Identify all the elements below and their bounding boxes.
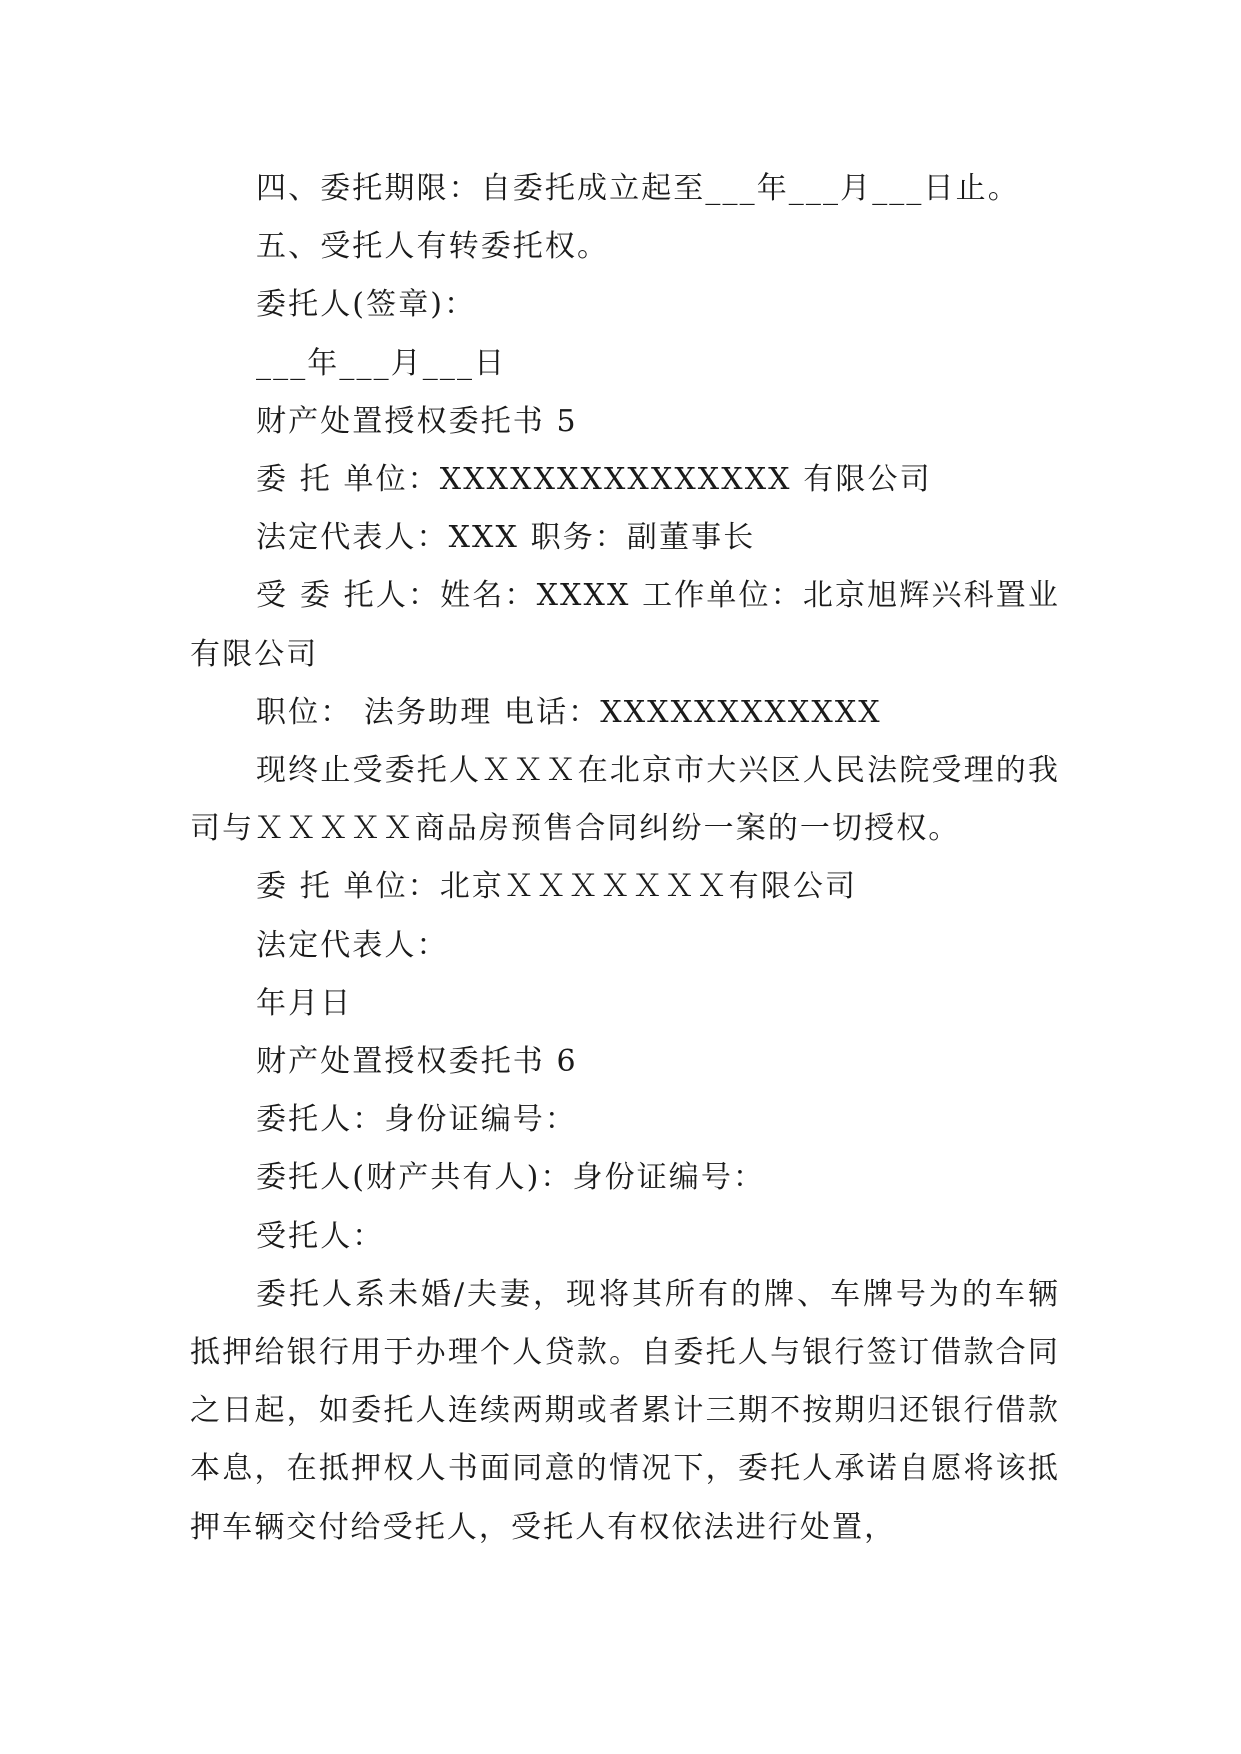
section-title-5: 财产处置授权委托书 5	[256, 403, 578, 439]
paragraph-vehicle-mortgage: 委托人系未婚/夫妻，现将其所有的牌、车牌号为的车辆抵押给银行用于办理个人贷款。自委托人与银行签订借款合同之日起，如委托人连续两期或者累计三期不按期归还银行借款本息，在抵押权人书面同意的情况下，委托人承诺自愿将该抵押车辆交付给受托人，受托人有权依法进行处置，	[190, 1276, 1060, 1545]
paragraph-term: 四、委托期限：自委托成立起至___年___月___日止。	[256, 171, 1020, 206]
paragraph-date: 年月日	[256, 985, 353, 1021]
paragraph-termination: 现终止受委托人ＸＸＸ在北京市大兴区人民法院受理的我司与ＸＸＸＸＸ商品房预售合同纠纷一案的一切授权。	[190, 753, 1060, 847]
paragraph-date-blank: ___年___月___日	[256, 345, 507, 381]
paragraph-trustee: 受托人：	[256, 1218, 385, 1254]
paragraph-trustee-info: 受 委 托人：姓名：XXXX 工作单位：北京旭辉兴科置业有限公司	[190, 578, 1060, 672]
paragraph-legal-representative: 法定代表人：XXX 职务：副董事长	[256, 520, 756, 556]
paragraph-entrusting-unit: 委 托 单位：XXXXXXXXXXXXXXX 有限公司	[256, 462, 932, 498]
paragraph-entrusting-unit-beijing: 委 托 单位：北京ＸＸＸＸＸＸＸ有限公司	[256, 869, 858, 905]
paragraph-co-owner-id: 委托人(财产共有人)：身份证编号：	[256, 1160, 766, 1196]
paragraph-principal-id: 委托人：身份证编号：	[256, 1102, 577, 1138]
paragraph-legal-representative-blank: 法定代表人：	[256, 927, 449, 963]
paragraph-position-phone: 职位： 法务助理 电话：XXXXXXXXXXXX	[256, 694, 882, 730]
paragraph-sub-delegation: 五、受托人有转委托权。	[256, 229, 610, 265]
paragraph-principal-signature: 委托人(签章)：	[256, 287, 477, 323]
document-body	[190, 160, 1060, 1557]
section-title-6: 财产处置授权委托书 6	[256, 1044, 578, 1080]
